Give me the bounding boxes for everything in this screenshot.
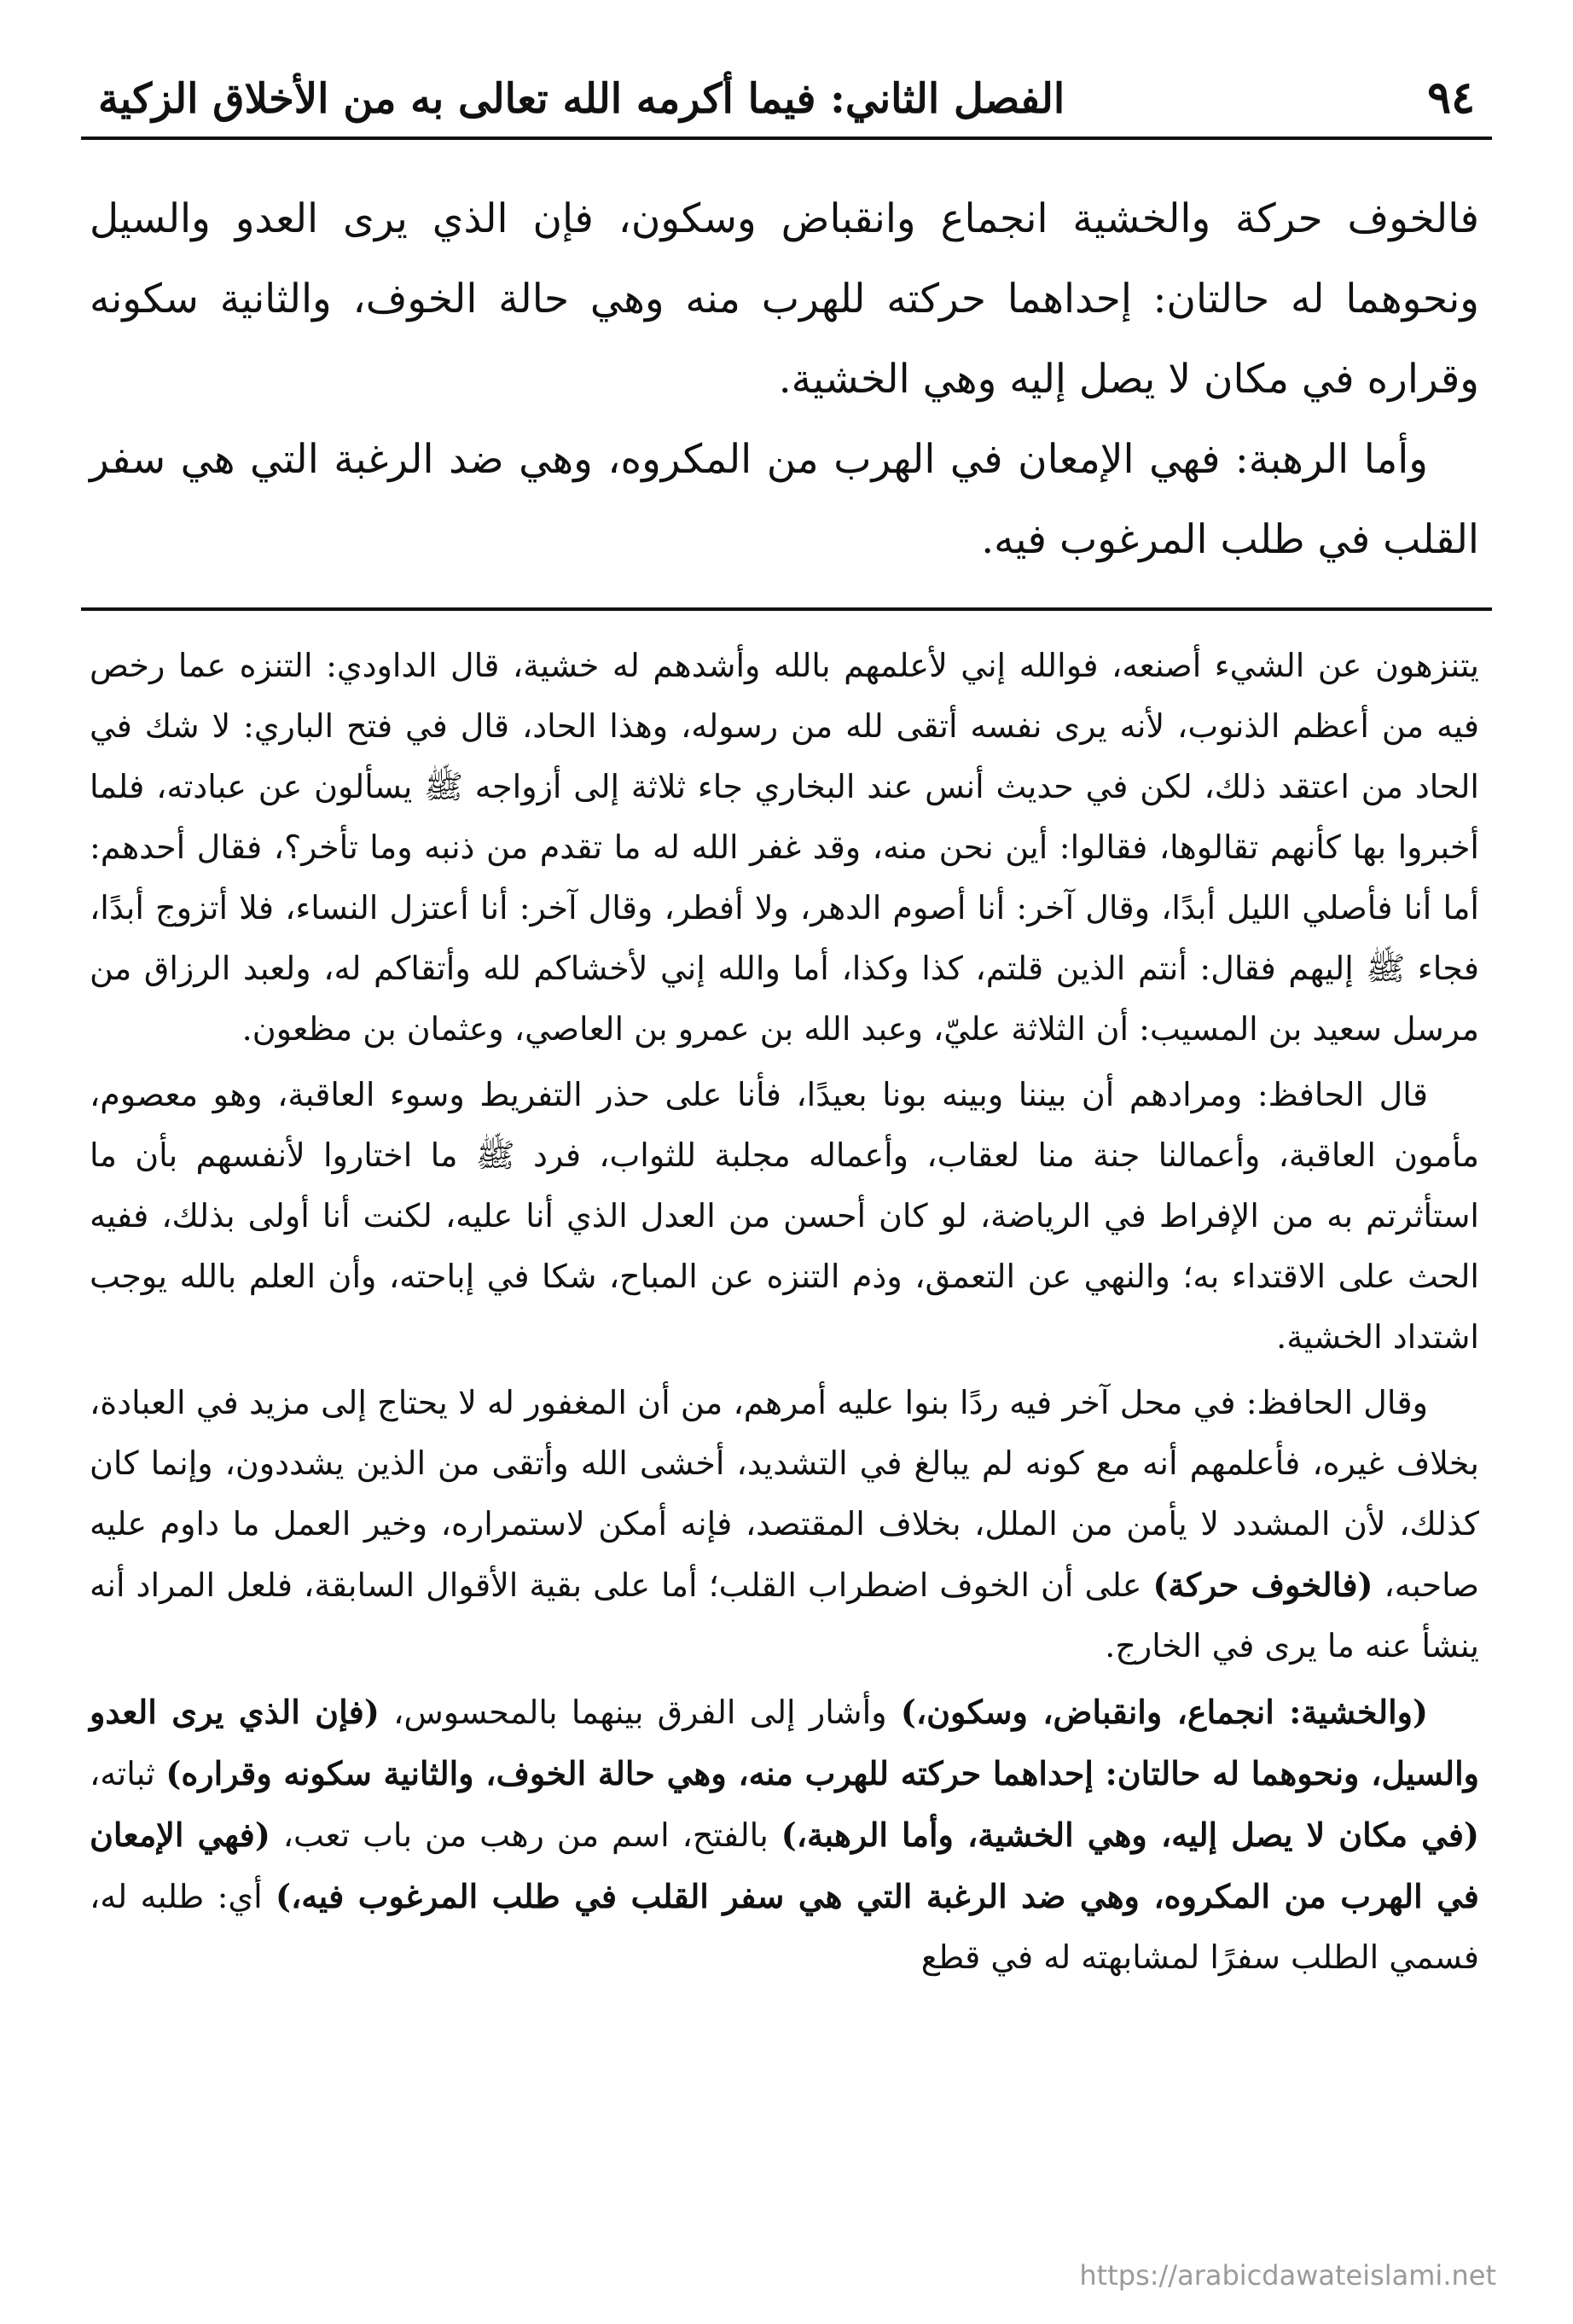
commentary-paragraph-2: قال الحافظ: ومرادهم أن بيننا وبينه بونا بعيدًا، فأنا على حذر التفريط وسوء العاقبة، وهو معصوم، مأمون العاقبة، وأعمالنا جنة منا لعقاب، وأعماله مجلبة للثواب، فرد ﷺ ما اختاروا لأنفسهم بأن ما استأثرتم به من الإفراط في الرياضة، لو كان أحسن من العدل الذي أنا عليه، لكنت أنا أولى بذلك، ففيه الحث على الاقتداء به؛ والنهي عن التعمق، وذم التنزه عن المباح، شكا في إباحته، وأن العلم بالله يوجب اشتداد الخشية.: [90, 1076, 1479, 1356]
running-title: الفصل الثاني: فيما أكرمه الله تعالى به من الأخلاق الزكية: [98, 75, 1065, 123]
commentary-quote: (فإن الذي يرى العدو والسيل، ونحوهما له حالتان: إحداهما حركته للهرب منه، وهي حالة الخوف، والثانية سكونه وقراره): [90, 1693, 1479, 1792]
main-paragraph-1: فالخوف حركة والخشية انجماع وانقباض وسكون، فإن الذي يرى العدو والسيل ونحوهما له حالتان: إحداهما حركته للهرب منه وهي حالة الخوف، والثانية سكونه وقراره في مكان لا يصل إليه وهي الخشية.: [90, 195, 1479, 403]
footnote-divider: [81, 607, 1492, 611]
main-text: [90, 179, 1479, 580]
commentary-quote: (والخشية: انجماع، وانقباض، وسكون،): [900, 1693, 1428, 1731]
commentary-paragraph-3: [90, 1373, 1479, 1676]
page-header: [81, 68, 1492, 137]
commentary-text: على أن الخوف اضطراب القلب؛ أما على بقية الأقوال السابقة، فلعل المراد أنه ينشأ عنه ما يرى في الخارج.: [90, 1566, 1479, 1665]
header-rule: [81, 137, 1492, 140]
commentary-text: أي: طلبه له، فسمي الطلب سفرًا لمشابهته له في قطع: [90, 1878, 1479, 1976]
commentary-text: بالفتح، اسم من رهب من باب تعب،: [282, 1816, 769, 1854]
commentary-paragraph-4: [90, 1682, 1479, 1988]
commentary-paragraph-1: يتنزهون عن الشيء أصنعه، فوالله إني لأعلمهم بالله وأشدهم له خشية، قال الداودي: التنزه عما رخص فيه من أعظم الذنوب، لأنه يرى نفسه أتقى لله من رسوله، وهذا الحاد، قال في فتح الباري: لا شك في الحاد من اعتقد ذلك، لكن في حديث أنس عند البخاري جاء ثلاثة إلى أزواجه ﷺ يسألون عن عبادته، فلما أخبروا بها كأنهم تقالوها، فقالوا: أين نحن منه، وقد غفر الله له ما تقدم من ذنبه وما تأخر؟، فقال أحدهم: أما أنا فأصلي الليل أبدًا، وقال آخر: أنا أصوم الدهر، ولا أفطر، وقال آخر: أنا أعتزل النساء، فلا أتزوج أبدًا، فجاء ﷺ إليهم فقال: أنتم الذين قلتم، كذا وكذا، أما والله إني لأخشاكم لله وأتقاكم له، ولعبد الرزاق من مرسل سعيد بن المسيب: أن الثلاثة عليّ، وعبد الله بن عمرو بن العاصي، وعثمان بن مظعون.: [90, 647, 1480, 1048]
commentary-quote: (فهي الإمعان في الهرب من المكروه، وهي ضد الرغبة التي هي سفر القلب في طلب المرغوب فيه،): [90, 1816, 1479, 1915]
commentary-text: ثباته،: [90, 1755, 155, 1792]
commentary-quote: (في مكان لا يصل إليه، وهي الخشية، وأما الرهبة،): [781, 1816, 1479, 1854]
commentary: [90, 636, 1479, 1993]
page-number: ٩٤: [1427, 72, 1475, 124]
commentary-text: وقال الحافظ: في محل آخر فيه ردًا بنوا عليه أمرهم، من أن المغفور له لا يحتاج إلى مزيد في العبادة، بخلاف غيره، فأعلمهم أنه مع كونه لم يبالغ في التشديد، أخشى الله وأتقى من الذين يشددون، وإنما كان كذلك، لأن المشدد لا يأمن من الملل، بخلاف المقتصد، فإنه أمكن لاستمراره، وخير العمل ما داوم عليه صاحبه،: [90, 1384, 1479, 1604]
main-paragraph-2: وأما الرهبة: فهي الإمعان في الهرب من المكروه، وهي ضد الرغبة التي هي سفر القلب في طلب المرغوب فيه.: [90, 436, 1479, 563]
watermark-url: https://arabicdawateislami.net: [1079, 2259, 1496, 2292]
commentary-quote: (فالخوف حركة): [1152, 1566, 1373, 1604]
commentary-text: وأشار إلى الفرق بينهما بالمحسوس،: [393, 1694, 887, 1731]
